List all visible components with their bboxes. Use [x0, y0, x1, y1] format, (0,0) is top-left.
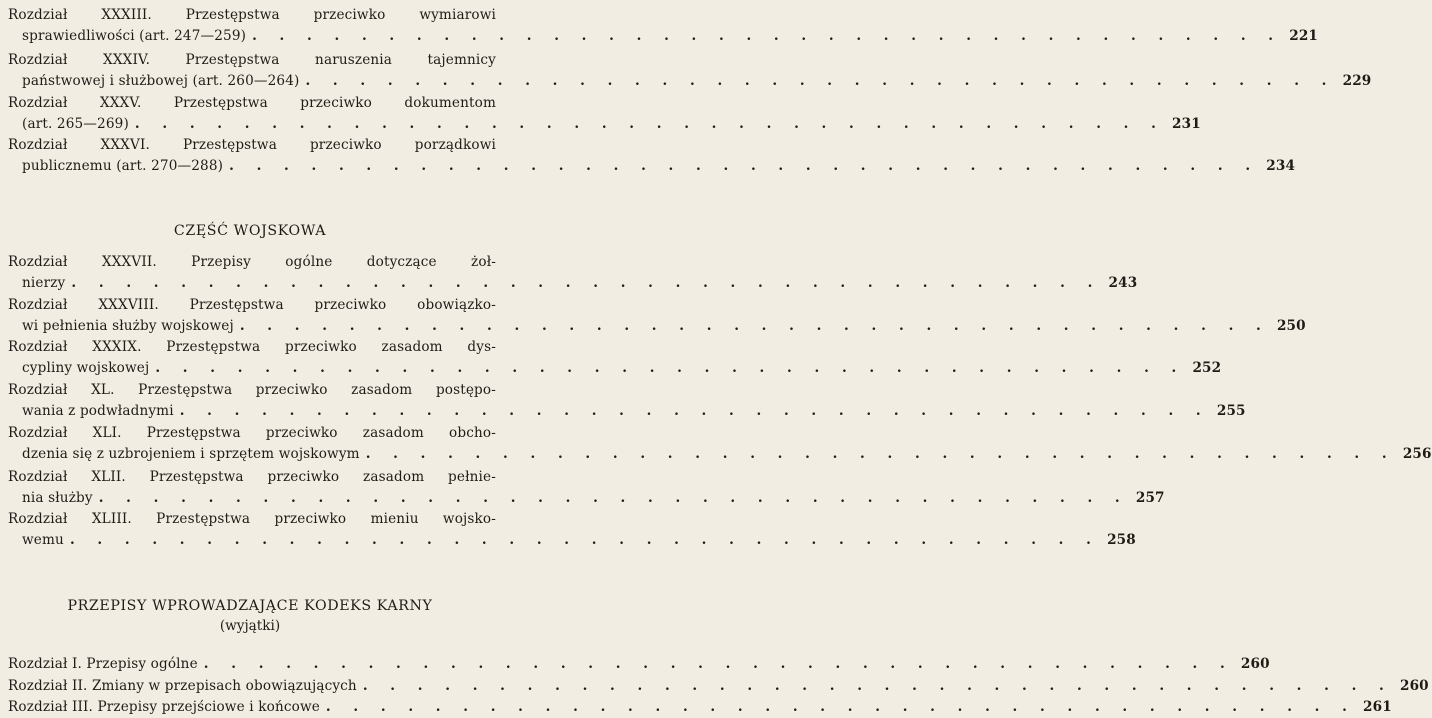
dot-leader: . . . . . . . . . . . . . . . . . . . . . . . . . . . . . . . . . . . . . .	[98, 490, 1129, 506]
page-number: 234	[1266, 158, 1296, 174]
entry-title-line: Rozdział XLI. Przestępstwa przeciwko zasadom obcho-	[8, 425, 496, 441]
section-heading: CZĘŚĆ WOJSKOWA	[173, 223, 327, 239]
entry-title-line: Rozdział XXXIX. Przestępstwa przeciwko zasadom dys-	[8, 339, 496, 355]
entry-title-cont: dzenia się z uzbrojeniem i sprzętem wojskowym	[22, 446, 360, 462]
dot-leader: . . . . . . . . . . . . . . . . . . . . . . . . . . . . . . . . . . . . . .	[155, 360, 1186, 376]
entry-title-cont: wi pełnienia służby wojskowej	[22, 318, 234, 334]
toc-entry[interactable]	[8, 93, 1201, 135]
entry-title-line: Rozdział XL. Przestępstwa przeciwko zasadom postępo-	[8, 382, 496, 398]
page-number: 231	[1172, 116, 1201, 132]
dot-leader: . . . . . . . . . . . . . . . . . . . . . . . . . . . . . . . . . . . . . .	[252, 28, 1283, 44]
entry-title-line: Rozdział XXXVII. Przepisy ogólne dotyczące żoł-	[8, 254, 496, 270]
entry-title-cont: państwowej i służbowej (art. 260—264)	[22, 73, 300, 89]
dot-leader: . . . . . . . . . . . . . . . . . . . . . . . . . . . . . . . . . . . . . .	[69, 532, 1100, 548]
entry-title-cont: publicznemu (art. 270—288)	[22, 158, 224, 174]
dot-leader: . . . . . . . . . . . . . . . . . . . . . . . . . . . . . . . . . . . . . .	[362, 678, 1393, 694]
toc-entry[interactable]	[8, 5, 1319, 47]
page-number: 258	[1107, 532, 1136, 548]
page-number: 261	[1363, 699, 1392, 715]
dot-leader: . . . . . . . . . . . . . . . . . . . . . . . . . . . . . . . . . . . . . .	[203, 656, 1234, 672]
entry-title-cont: wania z podwładnymi	[22, 403, 174, 419]
dot-leader: . . . . . . . . . . . . . . . . . . . . . . . . . . . . . . . . . . . . . .	[305, 73, 1336, 89]
dot-leader: . . . . . . . . . . . . . . . . . . . . . . . . . . . . . . . . . . . . . .	[179, 403, 1210, 419]
page-number: 257	[1135, 490, 1165, 506]
entry-title: Rozdział I. Przepisy ogólne	[8, 656, 198, 672]
entry-title-cont: nierzy	[22, 275, 66, 291]
toc-entry[interactable]	[8, 135, 1296, 177]
dot-leader: . . . . . . . . . . . . . . . . . . . . . . . . . . . . . . . . . . . . . .	[134, 116, 1165, 132]
toc-entry[interactable]	[8, 467, 1165, 509]
entry-title-line: Rozdział XXXVIII. Przestępstwa przeciwko obowiązko-	[8, 297, 496, 313]
toc-entry[interactable]	[8, 697, 1392, 718]
page-number: 256	[1402, 446, 1432, 462]
entry-title-cont: wemu	[22, 532, 64, 548]
dot-leader: . . . . . . . . . . . . . . . . . . . . . . . . . . . . . . . . . . . . . .	[71, 275, 1102, 291]
toc-entry[interactable]	[8, 295, 1306, 337]
entry-title-cont: cypliny wojskowej	[22, 360, 150, 376]
toc-entry[interactable]	[8, 676, 1429, 697]
dot-leader: . . . . . . . . . . . . . . . . . . . . . . . . . . . . . . . . . . . . . .	[325, 699, 1356, 715]
section-heading: PRZEPISY WPROWADZAJĄCE KODEKS KARNY	[67, 598, 433, 614]
page-number: 221	[1289, 28, 1319, 44]
toc-entry[interactable]	[8, 423, 1432, 465]
entry-title-line: Rozdział XXXIII. Przestępstwa przeciwko wymiarowi	[8, 7, 496, 23]
page-number: 250	[1276, 318, 1306, 334]
page-number: 252	[1192, 360, 1222, 376]
entry-title-cont: (art. 265—269)	[22, 116, 129, 132]
dot-leader: . . . . . . . . . . . . . . . . . . . . . . . . . . . . . . . . . . . . . .	[229, 158, 1260, 174]
entry-title-line: Rozdział XLIII. Przestępstwa przeciwko mieniu wojsko-	[8, 511, 496, 527]
toc-entry[interactable]	[8, 252, 1138, 294]
entry-title-line: Rozdział XXXVI. Przestępstwa przeciwko porządkowi	[8, 137, 496, 153]
toc-entry[interactable]	[8, 50, 1372, 92]
toc-entry[interactable]	[8, 509, 1136, 551]
entry-title-line: Rozdział XLII. Przestępstwa przeciwko zasadom pełnie-	[8, 469, 496, 485]
entry-title-line: Rozdział XXXV. Przestępstwa przeciwko dokumentom	[8, 95, 496, 111]
section-subheading: (wyjątki)	[219, 618, 281, 634]
page-number: 260	[1240, 656, 1270, 672]
dot-leader: . . . . . . . . . . . . . . . . . . . . . . . . . . . . . . . . . . . . . .	[239, 318, 1270, 334]
page-number: 243	[1108, 275, 1138, 291]
toc-entry[interactable]	[8, 337, 1222, 379]
page-number: 229	[1342, 73, 1372, 89]
entry-title: Rozdział III. Przepisy przejściowe i końcowe	[8, 699, 320, 715]
toc-entry[interactable]	[8, 380, 1246, 422]
page-number: 255	[1216, 403, 1246, 419]
toc-entry[interactable]	[8, 654, 1270, 675]
entry-title-cont: sprawiedliwości (art. 247—259)	[22, 28, 247, 44]
entry-title-line: Rozdział XXXIV. Przestępstwa naruszenia tajemnicy	[8, 52, 496, 68]
entry-title: Rozdział II. Zmiany w przepisach obowiązujących	[8, 678, 357, 694]
entry-title-cont: nia służby	[22, 490, 93, 506]
page-number: 260	[1399, 678, 1429, 694]
dot-leader: . . . . . . . . . . . . . . . . . . . . . . . . . . . . . . . . . . . . . .	[365, 446, 1396, 462]
